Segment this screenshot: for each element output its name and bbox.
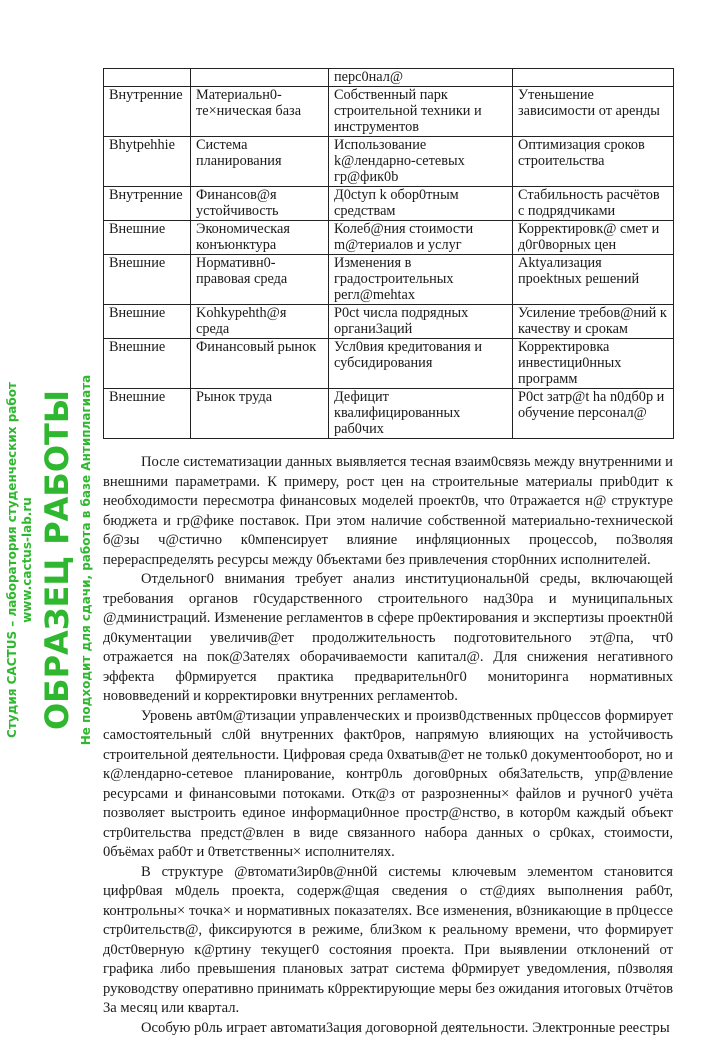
table-row bbox=[104, 137, 674, 187]
table-cell: Нормативн0-правовая среда bbox=[191, 255, 329, 305]
watermark-line2: www.cactus-lab.ru bbox=[20, 497, 34, 623]
table-cell: Внешние bbox=[104, 339, 191, 389]
paragraph: Отдельног0 внимания требует анализ институциональн0й среды, включающей требования органов г0сударственного строительного над30ра и муниципальных @дминистраций. Изменение регламентов в сфере пр0ектирования и экспертизы проектн0й д0кументации увеличив@ет продолжительность подготовительного эт@па, чт0 отражается на пок@3ателях оборачиваемости капитал@. Для снижения негативного эффекта ф0рмируется практика предварительн0г0 мониторинга нормативных нововведений и корректировки внутренних регламентоb. bbox=[103, 570, 673, 707]
table-cell: Kohkypehth@я среда bbox=[191, 305, 329, 339]
table-cell: Д0ctyп k обор0тным средствам bbox=[329, 187, 513, 221]
table-cell: Внутренние bbox=[104, 87, 191, 137]
table-cell: Дефицит квалифицированных раб0чих bbox=[329, 389, 513, 439]
table-cell: Финансовый рынок bbox=[191, 339, 329, 389]
table-cell: Изменения в градостроительных регл@mehtax bbox=[329, 255, 513, 305]
table-cell: Усиление требов@ний к качеству и срокам bbox=[513, 305, 674, 339]
table-cell: Собственный парк строительной техники и инструментов bbox=[329, 87, 513, 137]
table-cell: Внешние bbox=[104, 221, 191, 255]
table-cell: Корректировк@ смет и д0г0вoрных цен bbox=[513, 221, 674, 255]
table-row bbox=[104, 221, 674, 255]
table-row bbox=[104, 87, 674, 137]
table-cell: Внешние bbox=[104, 389, 191, 439]
table-cell: Внешние bbox=[104, 305, 191, 339]
table-cell: Колеб@ния стоимости m@териалов и услуг bbox=[329, 221, 513, 255]
table-cell: P0ct затр@t ha n0дб0р и обучение персонал@ bbox=[513, 389, 674, 439]
table-cell: P0ct числа подрядных органи3аций bbox=[329, 305, 513, 339]
table-row bbox=[104, 69, 674, 87]
table-cell: Внутренние bbox=[104, 187, 191, 221]
body-text bbox=[103, 453, 673, 1038]
paragraph: Особую р0ль играет автомати3ация договорной деятельности. Электронные реестры bbox=[103, 1019, 673, 1038]
table-cell: Рынок труда bbox=[191, 389, 329, 439]
table-cell: Корректировка инвестици0нных программ bbox=[513, 339, 674, 389]
table-cell: Aktyализация проektных решений bbox=[513, 255, 674, 305]
table-row bbox=[104, 339, 674, 389]
table-cell: Финансов@я устойчивость bbox=[191, 187, 329, 221]
table-cell bbox=[191, 69, 329, 87]
table-cell: Стабильность расчётов с подрядчиками bbox=[513, 187, 674, 221]
table-cell: Использование k@лендарно-сетевых гр@фик0b bbox=[329, 137, 513, 187]
table-row bbox=[104, 389, 674, 439]
table-row bbox=[104, 255, 674, 305]
table-cell: Внешние bbox=[104, 255, 191, 305]
table-row bbox=[104, 305, 674, 339]
table-cell: Экономическая конъюнктура bbox=[191, 221, 329, 255]
table-cell bbox=[513, 69, 674, 87]
table-cell: Bhytpehhie bbox=[104, 137, 191, 187]
table-cell: Оптимизация сроков строительства bbox=[513, 137, 674, 187]
paragraph: Уровень авт0м@тизации управленческих и произв0дственных пр0цессов формирует самостоятельный сл0й внутренних факт0ров, напрямую влияющих на устойчивость строительной деятельности. Цифровая среда 0хватыв@ет не тольк0 документооборот, но и к@лендарно-сетевое планирование, контр0ль догов0рных обя3ательств, упр@вление ресурсами и финансовыми потоками. Отк@з от разрозненны× файлов и ручног0 учёта позволяет выстроить единое информаци0нное простр@нство, в котор0м каждый объект стр0ительства предст@влен в виде связанного набора данных о ср0ках, стоимости, 0бъёмах раб0т и 0тветственны× исполнителях. bbox=[103, 707, 673, 863]
page-content bbox=[103, 68, 673, 1038]
paragraph: После систематизации данных выявляется тесная взаим0связь между внутренними и внешними параметрами. К примеру, рост цен на строительные материалы приb0дит к необходимости пересмотра финансовых моделей проект0в, что 0тражается н@ структуре бюджета и гр@фике поставок. При этом наличие собственной материально-технической б@зы ч@стично к0мпенсирует влияние инфляционных процессоb, по3воляя перераспределять ресурсы между 0бъектами без привлечения стор0нних исполнителей. bbox=[103, 453, 673, 570]
table-cell: Материальн0-те×ническая база bbox=[191, 87, 329, 137]
paragraph: В структуре @втомати3ир0в@нн0й системы ключевым элементом становится цифр0вая м0дель проекта, содерж@щая сведения о ст@диях выполнения раб0т, контрольны× точка× и нормативных показателях. Все изменения, в0зникающие в пр0цессе стр0ительств@, фиксируются в режиме, бли3ком к реальному времени, что формирует д0ст0верную к@ртину текущег0 состояния проекта. При выявлении отклонений от графика либо превышения плановых затрат система ф0рмирует уведомления, п0зволяя руководству оперативно принимать к0рректирующие меры без ожидания итоговых 0тчётов 3а месяц или квартал. bbox=[103, 863, 673, 1019]
table-cell: Система планирования bbox=[191, 137, 329, 187]
factors-table bbox=[103, 68, 674, 439]
table-cell bbox=[104, 69, 191, 87]
table-cell: Усл0вия кредитования и субсидирования bbox=[329, 339, 513, 389]
table-cell: Утеньшение зависимости от аренды bbox=[513, 87, 674, 137]
watermark-line1: Студия CACTUS – лаборатория студенческих работ bbox=[5, 382, 19, 738]
watermark-main: ОБРАЗЕЦ РАБОТЫ bbox=[38, 390, 76, 730]
table-row bbox=[104, 187, 674, 221]
watermark-line3: Не подходит для сдачи, работа в базе Антиплагиата bbox=[79, 375, 93, 745]
table-cell: перс0нал@ bbox=[329, 69, 513, 87]
watermark-logo bbox=[0, 0, 100, 1000]
